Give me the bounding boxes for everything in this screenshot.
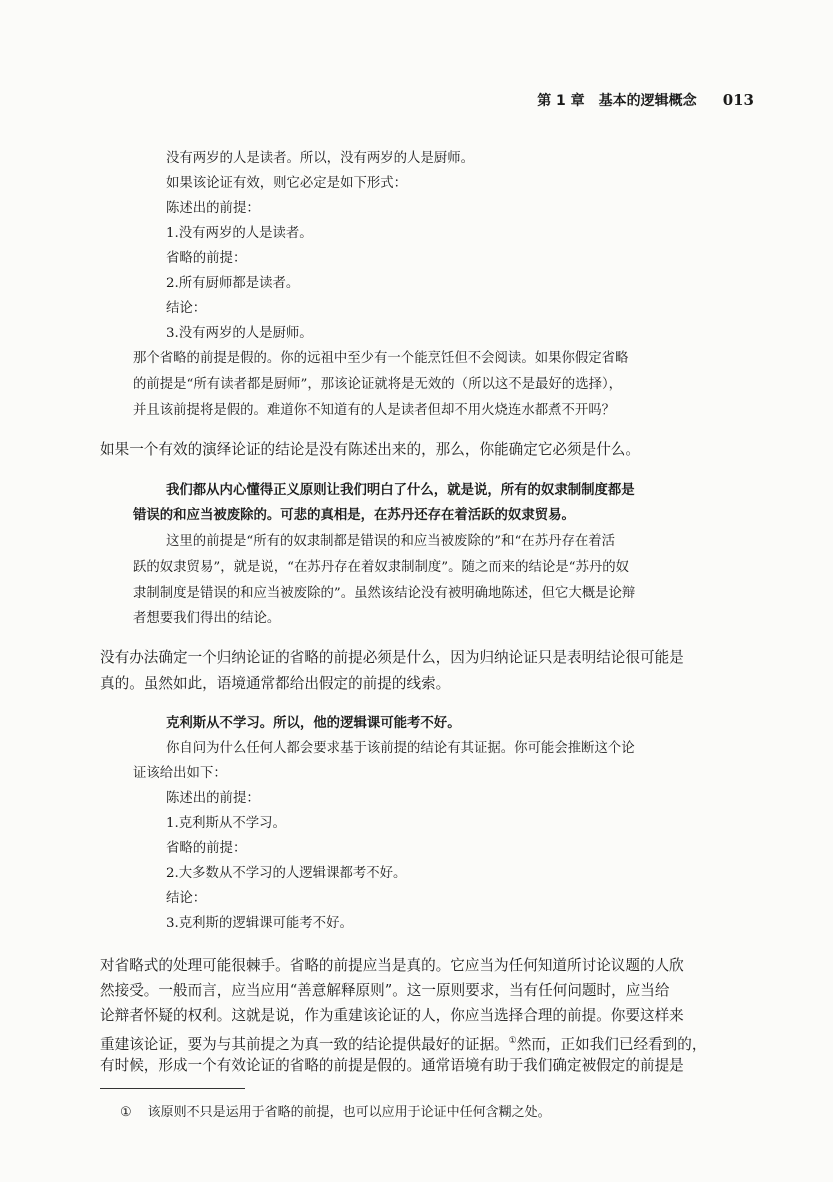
example-line: 这里的前提是“所有的奴隶制都是错误的和应当被废除的”和“在苏丹存在着活 [166,534,616,549]
footnote-mark: ① [120,1105,132,1120]
example-line: 克利斯从不学习。所以，他的逻辑课可能考不好。 [166,715,461,731]
footnote-divider [100,1088,245,1089]
example-line: 你自问为什么任何人都会要求基于该前提的结论有其证据。你可能会推断这个论 [166,741,635,756]
example-line: 那个省略的前提是假的。你的远祖中至少有一个能烹饪但不会阅读。如果你假定省略 [133,351,629,366]
example-line: 跃的奴隶贸易”，就是说，“在苏丹存在着奴隶制制度”。随之而来的结论是“苏丹的奴 [133,560,630,575]
page-number: 013 [722,91,754,109]
paragraph-line: 真的。虽然如此，语境通常都给出假定的前提的线索。 [100,675,451,692]
paragraph-line: 对省略式的处理可能很棘手。省略的前提应当是真的。它应当为任何知道所讨论议题的人欣 [100,957,684,974]
example-line: 2.大多数从不学习的人逻辑课都考不好。 [166,866,407,881]
footnote-reference[interactable]: ① [508,1036,517,1046]
example-line: 结论： [166,301,207,316]
paragraph-line: 有时候，形成一个有效论证的省略的前提是假的。通常语境有助于我们确定被假定的前提是 [100,1057,684,1074]
paragraph-line-text: 重建该论证，要为与其前提之为真一致的结论提供最好的证据。 [100,1035,509,1053]
footnote [120,1101,551,1120]
paragraph-line [100,1029,706,1057]
example-line: 1.没有两岁的人是读者。 [166,226,313,241]
footnote-text: 该原则不只是运用于省略的前提，也可以应用于论证中任何含糊之处。 [147,1105,551,1120]
example-line: 者想要我们得出的结论。 [133,611,281,626]
example-line: 结论： [166,891,207,906]
example-line: 1.克利斯从不学习。 [166,816,286,831]
example-line: 陈述出的前提： [166,201,260,216]
paragraph-line: 然接受。一般而言，应当应用“善意解释原则”。这一原则要求，当有任何问题时，应当给 [100,982,670,999]
example-line: 3.克利斯的逻辑课可能考不好。 [166,916,353,931]
example-line: 陈述出的前提： [166,791,260,806]
example-line: 错误的和应当被废除的。可悲的真相是，在苏丹还存在着活跃的奴隶贸易。 [133,507,575,523]
example-line: 3.没有两岁的人是厨师。 [166,326,313,341]
example-line: 并且该前提将是假的。难道你不知道有的人是读者但却不用火烧连水都煮不开吗？ [133,403,616,418]
chapter-title: 第 1 章 基本的逻辑概念 [537,93,697,109]
example-line: 我们都从内心懂得正义原则让我们明白了什么，就是说，所有的奴隶制制度都是 [166,482,635,498]
running-header [0,90,754,110]
paragraph-line-text: 然而，正如我们已经看到的， [516,1035,707,1053]
paragraph-line: 论辩者怀疑的权利。这就是说，作为重建该论证的人，你应当选择合理的前提。你要这样来 [100,1007,684,1024]
example-line: 省略的前提： [166,251,247,266]
example-line: 如果该论证有效，则它必定是如下形式： [166,176,408,191]
example-line: 没有两岁的人是读者。所以，没有两岁的人是厨师。 [166,151,474,166]
body-paragraph-1: 如果一个有效的演绎论证的结论是没有陈述出来的，那么，你能确定它必须是什么。 [100,441,640,458]
example-line: 证该给出如下： [133,766,227,781]
example-line: 省略的前提： [166,841,247,856]
example-line: 隶制制度是错误的和应当被废除的”。虽然该结论没有被明确地陈述，但它大概是论辩 [133,586,636,601]
paragraph-line: 没有办法确定一个归纳论证的省略的前提必须是什么，因为归纳论证只是表明结论很可能是 [100,649,684,666]
example-line: 2.所有厨师都是读者。 [166,276,300,291]
example-line: 的前提是“所有读者都是厨师”，那该论证就将是无效的（所以这不是最好的选择）， [133,377,623,392]
